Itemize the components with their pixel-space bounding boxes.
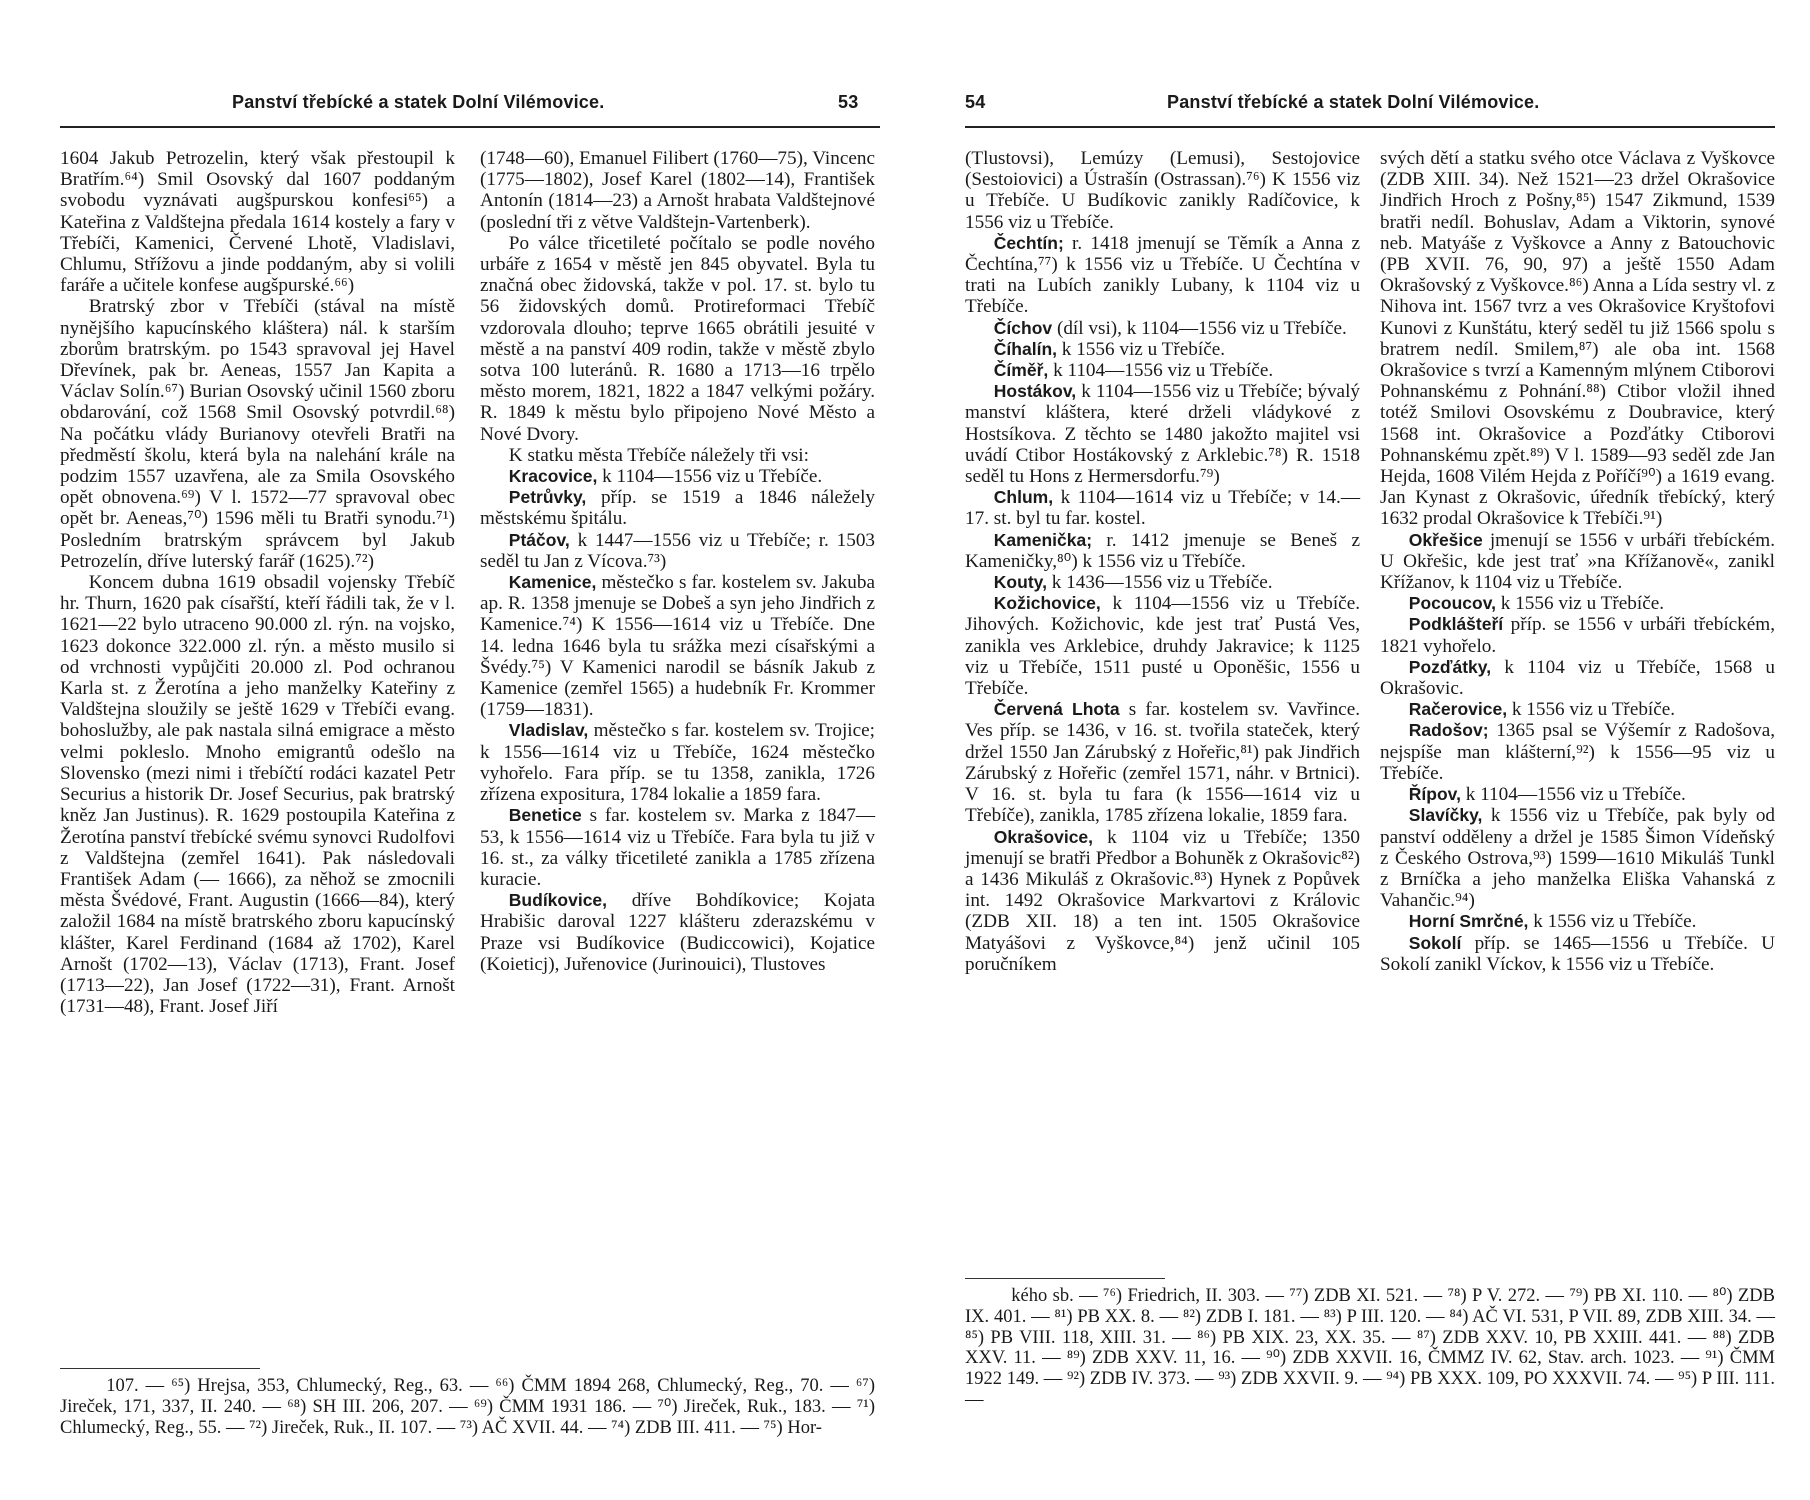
entry [1380,530,1775,594]
entry-term: Benetice [508,805,582,826]
entry [965,233,1360,318]
entry-term: Pozďátky, [1408,656,1492,677]
entry-term: Radošov; [1408,720,1489,741]
entry-term: Sokolí [1408,932,1462,953]
entry [1380,699,1775,720]
header-rule [965,126,1775,128]
entry-term: Ptáčov, [508,529,570,550]
left-column-1 [60,148,455,1017]
entry-text: r. 1412 jmenuje se Beneš z Kameničky,⁸⁰) k 1556 viz u Třebíče. [965,529,1360,572]
entry-term: Podklášteří [1408,614,1504,635]
entry [965,572,1360,593]
paragraph: (Tlustovsi), Lemúzy (Lemusi), Sestojovice (Sestoiovici) a Ústrašín (Ostrassan).⁷⁶) K 1556 viz u Třebíče. U Budíkovic zanikly Radíčovice, k 1556 viz u Třebíče. [965,148,1360,233]
right-column-1 [965,148,1360,975]
entry [480,466,875,487]
footnote-text: kého sb. — ⁷⁶) Friedrich, II. 303. — ⁷⁷) ZDB XI. 521. — ⁷⁸) P V. 272. — ⁷⁹) PB XI. 110. — ⁸⁰) ZDB IX. 401. — ⁸¹) PB XX. 8. — ⁸²) ZDB I. 181. — ⁸³) P III. 120. — ⁸⁴) AČ VI. 531, P VII. 89, ZDB XIII. 34. — ⁸⁵) PB VIII. 118, XIII. 31. — ⁸⁶) PB XIX. 23, XX. 35. — ⁸⁷) ZDB XXV. 10, PB XXIII. 441. — ⁸⁸) ZDB XXV. 11. — ⁸⁹) ZDB XXV. 11, 16. — ⁹⁰) ZDB XXVII. 16, ČMMZ IV. 62, Stav. arch. 1023. — ⁹¹) ČMM 1922 149. — ⁹²) ZDB IV. 373. — ⁹³) ZDB XXVII. 9. — ⁹⁴) PB XXX. 109, PO XXXVII. 74. — ⁹⁵) P III. 111. — [965,1286,1775,1410]
paragraph: Koncem dubna 1619 obsadil vojensky Třebíč hr. Thurn, 1620 pak císařští, kteří řádili tak, že v l. 1621—22 bylo utraceno 90.000 zl. rýn. na vojsko, 1623 dokonce 322.000 zl. rýn. a město musilo si od vrchnosti vypůjčiti 20.000 zl. Pod ochranou Karla st. z Žerotína a jeho manželky Kateřiny z Valdštejna sloužily se ještě 1629 v Třebíči evang. bohoslužby, ale pak nastala silná emigrace a město velmi pokleslo. Mnoho emigrantů odešlo na Slovensko (mezi nimi i třebíčtí rodáci kazatel Petr Securius a historik Dr. Josef Securius, pak bratrský kněz Jan Justinus). R. 1629 postoupila Kateřina z Žerotína panství třebícké svému synovci Rudolfovi z Valdštejna (zemřel 1641). Pak následovali František Adam (— 1666), za něhož se zmocnili města Švédové, Frant. Augustin (1666—84), který založil 1684 na místě bratrského zboru kapucínský klášter, Karel Ferdinand (1684 až 1702), Karel Arnošt (1702—13), Václav (1713), Frant. Josef (1713—22), Jan Josef (1722—31), Frant. Arnošt (1731—48), Frant. Josef Jiří [60,572,455,1018]
paragraph: (1748—60), Emanuel Filibert (1760—75), Vincenc (1775—1802), Josef Karel (1802—14), František Antonín (1814—23) a Arnošt hrabata Valdštejnové (poslední tři z větve Valdštejn-Vartenberk). [480,148,875,233]
entry [480,805,875,890]
entry-text: jmenují se 1556 v urbáři třebíckém. U Okřešic, kde jest trať »na Křížanově«, zanikl Křížanov, k 1104 viz u Třebíče. [1380,529,1775,594]
footnote-text: 107. — ⁶⁵) Hrejsa, 353, Chlumecký, Reg., 63. — ⁶⁶) ČMM 1894 268, Chlumecký, Reg., 70. — ⁶⁷) Jireček, 171, 337, II. 240. — ⁶⁸) SH III. 206, 207. — ⁶⁹) ČMM 1931 186. — ⁷⁰) Jireček, Ruk., 183. — ⁷¹) Chlumecký, Reg., 55. — ⁷²) Jireček, Ruk., II. 107. — ⁷³) AČ XVII. 44. — ⁷⁴) ZDB III. 411. — ⁷⁵) Hor- [60,1376,875,1438]
entry-text: k 1447—1556 viz u Třebíče; r. 1503 seděl tu Jan z Vícova.⁷³) [480,529,876,572]
entry-text: k 1556 viz u Třebíče. [1061,338,1226,360]
entry-text: k 1556 viz u Třebíče. [1500,593,1665,615]
entry-term: Petrůvky, [508,487,587,508]
entry-text: příp. se 1465—1556 u Třebíče. U Sokolí zanikl Víckov, k 1556 viz u Třebíče. [1380,932,1775,975]
entry-text: k 1556 viz u Třebíče, pak byly od panství odděleny a držel je 1585 Šimon Vídeňský z Českého Ostrova,⁹³) 1599—1610 Mikuláš Tunkl z Brníčka a jeho manželka Eliška Vahanská z Vahančic.⁹⁴) [1380,805,1776,912]
entry [480,890,875,975]
right-footnotes [965,1286,1775,1411]
entry-text: k 1556 viz u Třebíče. [1533,911,1697,933]
paragraph: Bratrský zbor v Třebíči (stával na místě nynějšího kapucínského kláštera) nál. k starším zborům bratrským. po 1543 spravoval jej Havel Dřevínek, pak br. Aeneas, 1557 Jan Kapita a Václav Solín.⁶⁷) Burian Osovský učinil 1560 zboru obdarování, což 1568 Smil Osovský potvrdil.⁶⁸) Na počátku vlády Burianovy otevřeli Bratři na předměstí školu, která byla na nalehání krále na podzim 1557 uzavřena, ale za Smila Osovského opět obnovena.⁶⁹) V l. 1572—77 spravoval obec opět br. Aeneas,⁷⁰) 1596 měli tu Bratři synodu.⁷¹) Posledním bratrským správcem byl Jakub Petrozelín, dříve luterský farář (1625).⁷²) [60,296,455,572]
entry-text: k 1104 viz u Třebíče, 1568 u Okrašovic. [1380,656,1775,700]
entry [965,530,1360,572]
entry-term: Vladislav, [508,720,589,741]
entry [965,593,1360,699]
entry [1380,911,1775,932]
entry-term: Číhalín, [993,338,1057,359]
entry [1380,720,1775,784]
entry-text: (díl vsi), k 1104—1556 viz u Třebíče. [1056,317,1347,339]
entry [965,381,1360,487]
entry-term: Číměř, [993,360,1049,381]
entry-term: Budíkovice, [508,890,608,911]
entry-term: Číchov [993,317,1053,338]
entry [965,699,1360,826]
entry-term: Kamenice, [508,572,597,593]
entry [480,530,875,572]
entry [1380,805,1775,911]
entry [965,339,1360,360]
entry [1380,784,1775,805]
footnote-rule [60,1368,260,1369]
entry-text: k 1436—1556 viz u Třebíče. [1051,572,1273,594]
right-running-title: Panství třebícké a statek Dolní Vilémovice. [1167,92,1540,112]
entry-term: Okrašovice, [993,826,1094,847]
entry [480,720,875,805]
entry [965,487,1360,529]
entry-text: k 1104—1556 viz u Třebíče. [1053,360,1274,382]
entry-text: k 1104—1556 viz u Třebíče. [602,466,823,488]
entry [480,572,875,720]
entry-term: Račerovice, [1408,699,1508,720]
entry [480,487,875,529]
entry [1380,593,1775,614]
entry-term: Chlum, [993,487,1054,508]
paragraph: Po válce třicetileté počítalo se podle nového urbáře z 1654 v městě jen 845 obyvatel. Byla tu značná obec židovská, takže v pol. 17. st. bylo tu 56 židovských domů. Protireformaci Třebíč vzdorovala dlouho; teprve 1665 obrátili jesuité v městě a na panství 409 rodin, takže v městě zbylo sotva 100 luteránů. R. 1680 a 1713—16 trpělo město morem, 1821, 1822 a 1847 velkými požáry. R. 1849 k městu bylo připojeno Nové Město a Nové Dvory. [480,232,875,445]
entry-text: k 1104—1556 viz u Třebíče. Jihových. Kožichovic, kde jest trať Pustá Ves, zanikla ves Arklebice, druhdy Jakravice; k 1125 viz u Třebíče, 1511 pusté u Oponěšic, 1556 u Třebíče. [965,593,1361,700]
entry-text: 1365 psal se Výšemír z Radošova, nejspíše man klášterní,⁹²) k 1556—95 viz u Třebíče. [1380,720,1776,784]
left-page-number: 53 [838,92,859,112]
entry-term: Kouty, [993,572,1047,593]
paragraph: 1604 Jakub Petrozelin, který však přestoupil k Bratřím.⁶⁴) Smil Osovský dal 1607 poddaným svobodu vyznávati augšpurskou konfesi⁶⁵) a Kateřina z Valdštejna předala 1614 kostely a fary v Třebíči, Kamenici, Červené Lhotě, Vladislavi, Chlumu, Střížovu a jinde poddaným, aby si volili faráře a učitele konfese augšpurské.⁶⁶) [60,148,455,297]
entry-term: Červená Lhota [993,699,1120,720]
entry-term: Kožichovice, [993,593,1101,614]
entry-text: městečko s far. kostelem sv. Trojice; k 1556—1614 viz u Třebíče, 1624 městečko vyhořelo. Fara příp. se tu 1358, zanikla, 1726 zřízena expositura, 1784 lokalie a 1859 fara. [480,720,875,806]
right-page-number: 54 [965,92,986,112]
entry-text: k 1104—1614 viz u Třebíče; v 14.—17. st. byl tu far. kostel. [965,487,1361,530]
entry-term: Horní Smrčné, [1408,911,1529,932]
entry-term: Řípov, [1408,784,1461,805]
entry-term: Kracovice, [508,466,598,487]
entry [965,360,1360,381]
right-column-2 [1380,148,1775,975]
entry [1380,933,1775,975]
entry-text: k 1104—1556 viz u Třebíče; bývalý manství kláštera, které drželi vládykové z Hostsíkova. Z těchto se 1480 jakožto majitel vsi uvádí Ctibor Hostákovský z Arklebic.⁷⁸) R. 1518 seděl tu Hons z Hermersdorfu.⁷⁹) [965,381,1361,488]
footnote-rule [965,1278,1165,1279]
entry-text: r. 1418 jmenují se Těmík a Anna z Čechtína,⁷⁷) k 1556 viz u Třebíče. U Čechtína v trati na Lubích zanikly Lubany, k 1104 viz u Třebíče. [965,232,1360,318]
entry-text: příp. se 1556 v urbáři třebíckém, 1821 vyhořelo. [1380,614,1776,657]
entry-term: Hostákov, [993,381,1077,402]
entry [1380,614,1775,656]
entry-term: Kamenička; [993,529,1093,550]
entry-term: Okřešice [1408,529,1483,550]
entry [965,318,1360,339]
header-rule [60,126,880,128]
entry-text: s far. kostelem sv. Vavřince. Ves příp. se 1436, v 16. st. tvořila stateček, který držel 1550 Jan Zárubský z Hořeřic,⁸¹) pak Jindřich Zárubský z Hořeřic (zemřel 1571, náhr. v Brtnici). V 16. st. byla tu fara (k 1556—1614 viz u Třebíče), zanikla, 1785 zřízena lokalie, 1859 fara. [965,699,1361,827]
entry-text: k 1104 viz u Třebíče; 1350 jmenují se bratři Předbor a Bohuněk z Okrašovic⁸²) a 1436 Mikuláš z Okrašovic.⁸³) Hynek z Popůvek int. 1492 Okrašovice Markvartovi z Královic (ZDB XII. 18) a ten int. 1505 Okrašovice Matyášovi z Vyškovce,⁸⁴) jenž učinil 105 poručníkem [965,826,1361,975]
right-page [905,0,1810,1500]
entry-text: příp. se 1519 a 1846 náležely městskému špitálu. [480,487,875,530]
entry [965,827,1360,975]
entry-text: dříve Bohdíkovice; Kojata Hrabišic daroval 1227 klášteru zderazskému v Praze vsi Budíkovice (Budiccowici), Kojatice (Koieticj), Juřenovice (Jurinouici), Tlustoves [480,890,875,975]
left-column-2 [480,148,875,975]
entry-text: k 1556 viz u Třebíče. [1511,699,1676,721]
entry [1380,657,1775,699]
entry-text: městečko s far. kostelem sv. Jakuba ap. R. 1358 jmenuje se Dobeš a syn jeho Jindřich z Kamenice.⁷⁴) K 1556—1614 viz u Třebíče. Dne 14. ledna 1646 byla tu srážka mezi císařskými a Švédy.⁷⁵) V Kamenici narodil se básník Jakub z Kamenice (zemřel 1565) a hudebník Fr. Krommer (1759—1831). [480,572,876,721]
left-running-title: Panství třebícké a statek Dolní Vilémovice. [232,92,605,112]
left-footnotes [60,1376,875,1438]
entry-term: Pocoucov, [1408,593,1496,614]
entry-text: s far. kostelem sv. Marka z 1847—53, k 1556—1614 viz u Třebíče. Fara byla tu již v 16. st., za války třicetileté zanikla a 1785 zřízena kuracie. [480,805,876,890]
entry-text: k 1104—1556 viz u Třebíče. [1465,784,1686,806]
paragraph: svých dětí a statku svého otce Václava z Vyškovce (ZDB XIII. 34). Než 1521—23 držel Okrašovice Jindřich Hroch z Pošny,⁸⁵) 1547 Zikmund, 1539 bratři nedíl. Bohuslav, Adam a Viktorin, synové neb. Matyáše z Vyškovce a Anny z Batouchovic (PB XVII. 76, 90, 97) a ještě 1550 Adam Okrašovský z Vyškovce.⁸⁶) Anna a Lída sestry vl. z Nihova int. 1567 tvrz a ves Okrašovice Kryštofovi Kunovi z Kunštátu, který seděl tu již 1566 spolu s bratrem nedíl. Smilem,⁸⁷) ale oba int. 1568 Okrašovice s tvrzí a Kamenným mlýnem Ctiborovi Pohnanskému z Pohnání.⁸⁸) Ctibor vložil ihned totéž Smilovi Osovskému z Doubravice, který 1568 int. Okrašovice a Pozďátky Ctiborovi Pohnanskému zpět.⁸⁹) V l. 1589—93 seděl zde Jan Hejda, 1608 Vilém Hejda z Poříčí⁹⁰) a 1619 evang. Jan Kynast z Okrašovic, úředník třebícký, který 1632 prodal Okrašovice k Třebíči.⁹¹) [1380,148,1775,530]
entry-term: Čechtín; [993,232,1064,253]
entry-term: Slavíčky, [1408,805,1483,826]
paragraph: K statku města Třebíče náležely tři vsi: [508,444,809,466]
